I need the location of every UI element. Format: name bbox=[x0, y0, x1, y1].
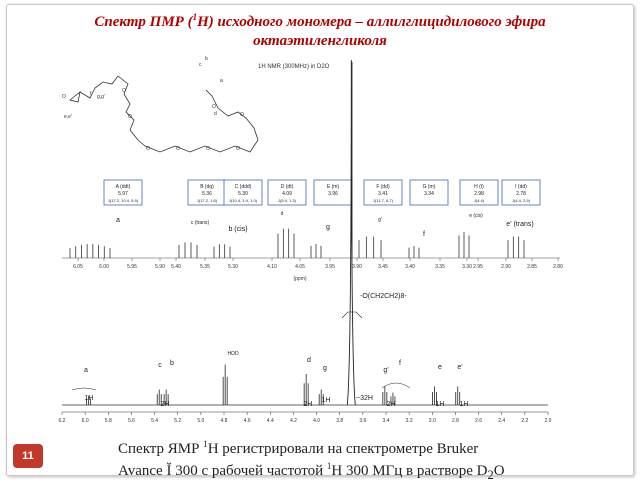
peg-integral-label: ~32H bbox=[356, 395, 373, 402]
integral-label: 1H bbox=[435, 401, 445, 408]
zoom-tick-label: 2.90 bbox=[501, 264, 511, 270]
full-tick-label: 2.2 bbox=[521, 418, 529, 424]
full-tick-label: 2.8 bbox=[451, 418, 459, 424]
label-o3: O bbox=[206, 146, 210, 152]
info-box-shift: 2.98 bbox=[474, 191, 484, 197]
slide-caption: Спектр ЯМР $^1$Н регистрировали на спектрометре Bruker Avance Ĭ 300 с рабочей частотой $^1$Н 300 МГц в растворе $D_2O$ bbox=[118, 439, 505, 482]
full-tick-label: 3.6 bbox=[359, 418, 367, 424]
info-box-name: A (ddt) bbox=[115, 184, 131, 190]
zoom-tick-label: 3.35 bbox=[435, 264, 445, 270]
zoom-tick-label: 3.90 bbox=[352, 264, 362, 270]
full-peak bbox=[347, 60, 355, 405]
zoom-peak-label: e' (trans) bbox=[506, 221, 534, 228]
info-box-name: G (m) bbox=[422, 184, 436, 190]
full-tick-label: 5.4 bbox=[151, 418, 159, 424]
full-tick-label: 6.2 bbox=[58, 418, 66, 424]
label-o6: O bbox=[122, 88, 126, 94]
info-box-name: C (ddd) bbox=[234, 184, 252, 190]
label-o5: O bbox=[128, 114, 132, 120]
label-f: f bbox=[90, 91, 92, 97]
label-o4: O bbox=[236, 146, 240, 152]
zoom-peak-label: f bbox=[423, 231, 425, 238]
zoom-peak-label: g bbox=[326, 224, 330, 231]
structure-header: 1H NMR (300MHz) in D2O bbox=[258, 64, 330, 70]
full-tick-label: 4.2 bbox=[289, 418, 297, 424]
label-b: b bbox=[205, 56, 208, 62]
full-tick-label: 4.8 bbox=[220, 418, 228, 424]
integral-label: 2H bbox=[386, 401, 396, 408]
slide-number: 11 bbox=[13, 444, 43, 468]
zoom-tick-label: 2.80 bbox=[553, 264, 563, 270]
info-box-shift: 5.30 bbox=[238, 191, 248, 197]
zoom-tick-label: 6.05 bbox=[73, 264, 83, 270]
zoom-tick-label: 4.05 bbox=[295, 264, 305, 270]
full-tick-label: 3.4 bbox=[382, 418, 390, 424]
full-spectrum bbox=[59, 60, 552, 424]
info-box-j: J(5.9, 1.3) bbox=[277, 198, 297, 203]
info-box-j: J(4.4, 2.9) bbox=[511, 198, 531, 203]
full-tick-label: 4.6 bbox=[243, 418, 251, 424]
label-o7: O bbox=[240, 112, 244, 118]
full-tick-label: 2.0 bbox=[544, 418, 552, 424]
integral-label: 1H bbox=[459, 401, 469, 408]
zoom-tick-label: 2.95 bbox=[473, 264, 483, 270]
info-box bbox=[188, 180, 226, 205]
info-box bbox=[314, 180, 352, 205]
info-box-name: E (m) bbox=[326, 184, 340, 190]
label-g: g,g' bbox=[97, 94, 105, 100]
info-box bbox=[268, 180, 306, 205]
zoom-tick-label: 4.10 bbox=[267, 264, 277, 270]
label-c: c bbox=[199, 62, 202, 68]
info-box bbox=[224, 180, 262, 205]
full-peak-label: f bbox=[399, 360, 401, 367]
info-box-shift: 3.41 bbox=[378, 191, 388, 197]
label-o8: O bbox=[212, 104, 216, 110]
info-box-j: J(17.2, 10.4, 5.9) bbox=[107, 198, 139, 203]
info-box-name: H (t) bbox=[474, 184, 484, 190]
expanded-spectrum bbox=[62, 62, 563, 282]
full-tick-label: 5.0 bbox=[197, 418, 205, 424]
info-box bbox=[502, 180, 540, 205]
full-peak-label: g' bbox=[383, 367, 389, 374]
full-peak-label: g bbox=[323, 365, 327, 372]
zoom-xlabel: (ppm) bbox=[293, 276, 307, 282]
info-box bbox=[104, 180, 142, 205]
integral-curve bbox=[382, 383, 410, 388]
full-tick-label: 3.2 bbox=[405, 418, 413, 424]
full-peak-label: c bbox=[158, 362, 162, 369]
integral-curve bbox=[72, 388, 96, 390]
coupling-info-boxes bbox=[104, 180, 540, 205]
zoom-tick-label: 5.30 bbox=[228, 264, 238, 270]
label-o2: O bbox=[176, 146, 180, 152]
slide-title: Спектр ПМР ($^1$Н) исходного мономера – аллилглицидилового эфира октаэтиленгликоля bbox=[94, 12, 546, 49]
full-tick-label: 3.0 bbox=[428, 418, 436, 424]
info-box-j: J(10.4, 1.9, 1.0) bbox=[228, 198, 258, 203]
zoom-tick-label: 5.95 bbox=[127, 264, 137, 270]
info-box-shift: 4.09 bbox=[282, 191, 292, 197]
full-tick-label: 2.6 bbox=[475, 418, 483, 424]
label-o1: O bbox=[146, 146, 150, 152]
full-tick-label: 5.6 bbox=[127, 418, 135, 424]
full-peak-label: a bbox=[84, 367, 88, 374]
info-box-name: F (dd) bbox=[376, 184, 390, 190]
zoom-tick-label: 5.90 bbox=[155, 264, 165, 270]
info-box bbox=[410, 180, 448, 205]
info-box-j: J(11.7, 6.7) bbox=[373, 198, 393, 203]
info-box-shift: 5.36 bbox=[202, 191, 212, 197]
zoom-peak-label: b (cis) bbox=[228, 226, 248, 233]
full-peak-label: e bbox=[438, 364, 442, 371]
zoom-tick-label: 6.00 bbox=[99, 264, 109, 270]
full-tick-label: 4.4 bbox=[266, 418, 274, 424]
info-box-j: J(4.4) bbox=[473, 198, 485, 203]
full-peak-label: d bbox=[307, 357, 311, 364]
peg-brace bbox=[342, 312, 362, 318]
info-box-shift: 2.78 bbox=[516, 191, 526, 197]
molecule-structure bbox=[70, 76, 258, 152]
zoom-peak-label: g' bbox=[378, 217, 382, 223]
info-box-j: J(17.2, 1.6) bbox=[196, 198, 218, 203]
zoom-tick-label: 3.95 bbox=[325, 264, 335, 270]
label-o-epoxide: O bbox=[62, 94, 66, 100]
info-box-shift: 3.96 bbox=[328, 191, 338, 197]
full-tick-label: 2.4 bbox=[498, 418, 506, 424]
info-box-shift: 3.34 bbox=[424, 191, 434, 197]
zoom-tick-label: 5.35 bbox=[200, 264, 210, 270]
full-tick-label: 5.8 bbox=[104, 418, 112, 424]
label-e: e,e' bbox=[64, 114, 72, 120]
zoom-peak-label: c (trans) bbox=[190, 220, 210, 226]
zoom-tick-label: 2.85 bbox=[527, 264, 537, 270]
integral-label: 2H bbox=[160, 401, 170, 408]
zoom-peak-label: d bbox=[280, 211, 284, 217]
zoom-peak-label: e (cis) bbox=[469, 213, 483, 219]
full-peak-label: e' bbox=[457, 364, 463, 371]
zoom-tick-label: 3.30 bbox=[462, 264, 472, 270]
peg-label: -O(CH2CH2)8- bbox=[360, 293, 407, 300]
full-peak-label: b bbox=[170, 360, 174, 367]
full-tick-label: 3.8 bbox=[336, 418, 344, 424]
label-d: d bbox=[214, 111, 217, 117]
info-box bbox=[460, 180, 498, 205]
zoom-tick-label: 3.45 bbox=[378, 264, 388, 270]
info-box-name: B (dq) bbox=[200, 184, 214, 190]
integral-label: 2H bbox=[303, 401, 313, 408]
info-box-name: I (dd) bbox=[515, 184, 527, 190]
integral-label: 1H bbox=[84, 395, 94, 402]
zoom-tick-label: 3.40 bbox=[405, 264, 415, 270]
zoom-tick-label: 5.40 bbox=[171, 264, 181, 270]
label-a: a bbox=[220, 78, 223, 84]
hod-label: HOD bbox=[227, 351, 239, 357]
zoom-peak-label: a bbox=[116, 217, 120, 224]
info-box-shift: 5.97 bbox=[118, 191, 128, 197]
full-tick-label: 6.0 bbox=[81, 418, 89, 424]
info-box bbox=[364, 180, 402, 205]
full-tick-label: 4.0 bbox=[313, 418, 321, 424]
full-tick-label: 5.2 bbox=[174, 418, 182, 424]
integral-label: 1H bbox=[321, 397, 331, 404]
info-box-name: D (dt) bbox=[280, 184, 294, 190]
